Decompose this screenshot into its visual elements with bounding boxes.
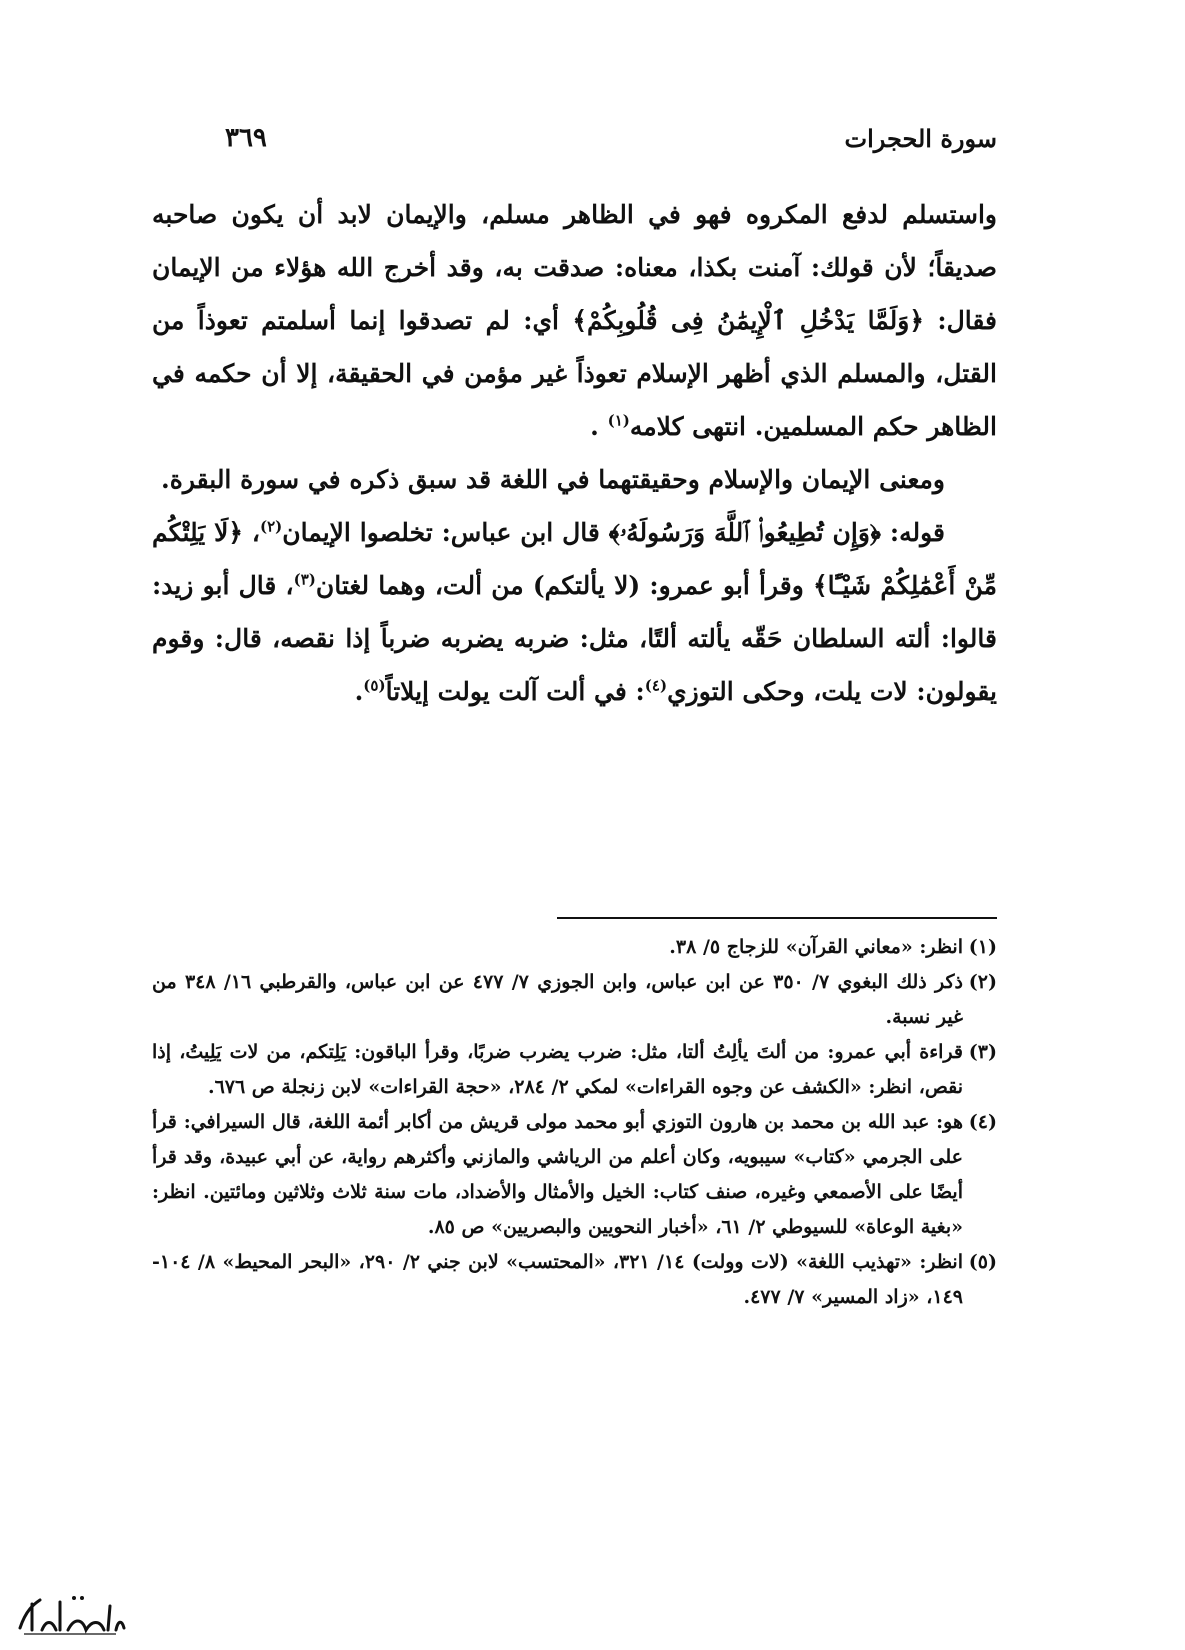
paragraph-1 — [152, 188, 997, 453]
text-run: : في ألت آلت يولت إيلاتاً — [385, 677, 645, 706]
footnote-number: (٥) — [968, 1251, 997, 1273]
text-run: ، قال أبو زيد: قالوا: ألته السلطان حَقّه يألته ألتًا، مثل: ضربه يضربه ضرباً إذا نقصه، قال: وقوم يقولون: لات يلت، وحكى التوزي — [152, 571, 997, 706]
text-run: واستسلم لدفع المكروه فهو في الظاهر مسلم، والإيمان لابد أن يكون صاحبه صديقاً؛ لأن قولك: آمنت بكذا، معناه: صدقت به، وقد أخرج الله هؤلاء من الإيمان فقال: — [152, 200, 997, 335]
footnote-ref-3[interactable]: (٣) — [293, 570, 316, 589]
text-run: قال ابن عباس: تخلصوا الإيمان — [282, 518, 609, 547]
footnotes — [152, 930, 997, 1315]
footnote-ref-1[interactable]: (١) — [607, 411, 630, 430]
footnote-text: انظر: «معاني القرآن» للزجاج ٥/ ٣٨. — [669, 936, 963, 958]
footnote-5 — [152, 1245, 997, 1315]
watermark-logo-icon — [12, 1590, 127, 1640]
page-header — [225, 118, 997, 158]
quran-verse: ﴿وَلَمَّا يَدْخُلِ ٱلْإِيمَٰنُ فِى قُلُوبِكُمْ﴾ — [572, 306, 925, 335]
text-run: . — [354, 677, 364, 706]
footnote-separator — [557, 917, 997, 919]
text-run: أي: لم تصدقوا إنما أسلمتم تعوذاً من القتل، والمسلم الذي أظهر الإسلام تعوذاً غير مؤمن في الحقيقة، إلا أن حكمه في الظاهر حكم المسلمين. انتهى كلامه — [152, 306, 997, 441]
footnote-3 — [152, 1035, 997, 1105]
footnote-text: هو: عبد الله بن محمد بن هارون التوزي أبو محمد مولى قريش من أكابر أئمة اللغة، قال السيرافي: قرأ على الجرمي «كتاب» سيبويه، وكان أعلم من الرياشي والمازني وأكثرهم رواية، عن أبي عبيدة، وقد قرأ أيضًا على الأصمعي وغيره، صنف كتاب: الخيل والأمثال والأضداد، مات سنة ثلاث وثلاثين ومائتين. انظر: «بغية الوعاة» للسيوطي ٢/ ٦١، «أخبار النحويين والبصريين» ص ٨٥. — [152, 1111, 963, 1238]
footnote-text: انظر: «تهذيب اللغة» (لات وولت) ١٤/ ٣٢١، «المحتسب» لابن جني ٢/ ٢٩٠، «البحر المحيط» ٨/ ١٠٤- ١٤٩، «زاد المسير» ٧/ ٤٧٧. — [152, 1251, 963, 1308]
footnote-ref-2[interactable]: (٢) — [260, 517, 283, 536]
footnote-ref-4[interactable]: (٤) — [644, 676, 668, 695]
footnote-number: (٣) — [968, 1041, 997, 1063]
footnote-number: (٢) — [968, 971, 997, 993]
text-run: . — [590, 412, 608, 441]
text-run: وقرأ أبو عمرو: (لا يألتكم) من ألت، وهما لغتان — [315, 571, 814, 600]
quran-verse: ﴿وَإِن تُطِيعُوا۟ ٱللَّهَ وَرَسُولَهُۥ﴾ — [608, 518, 881, 547]
text-run: قوله: — [880, 518, 945, 547]
footnote-text: قراءة أبي عمرو: من ألتَ يألِتُ ألتا، مثل: ضرب يضرب ضربًا، وقرأ الباقون: يَلِتكم، من لات يَلِيتُ، إذا نقص، انظر: «الكشف عن وجوه القراءات» لمكي ٢/ ٢٨٤، «حجة القراءات» لابن زنجلة ص ٦٧٦. — [152, 1041, 963, 1098]
footnote-ref-5[interactable]: (٥) — [363, 676, 386, 695]
text-run: ، — [243, 518, 260, 547]
footnote-number: (١) — [968, 936, 997, 958]
footnote-text: ذكر ذلك البغوي ٧/ ٣٥٠ عن ابن عباس، وابن الجوزي ٧/ ٤٧٧ عن ابن عباس، والقرطبي ١٦/ ٣٤٨ من غير نسبة. — [152, 971, 964, 1028]
footnote-number: (٤) — [968, 1111, 997, 1133]
footnote-1 — [152, 930, 997, 965]
footnote-2 — [152, 965, 997, 1035]
footnote-4 — [152, 1105, 997, 1245]
main-text — [152, 188, 997, 718]
page-number: ٣٦٩ — [225, 123, 267, 153]
paragraph-2: ومعنى الإيمان والإسلام وحقيقتهما في اللغة قد سبق ذكره في سورة البقرة. — [161, 465, 945, 494]
surah-title: سورة الحجرات — [844, 123, 997, 153]
quran-verse: ﴿لَا يَلِتْكُم مِّنْ أَعْمَٰلِكُمْ شَيْـًٔا﴾ — [152, 518, 997, 600]
paragraph-3 — [152, 506, 997, 718]
